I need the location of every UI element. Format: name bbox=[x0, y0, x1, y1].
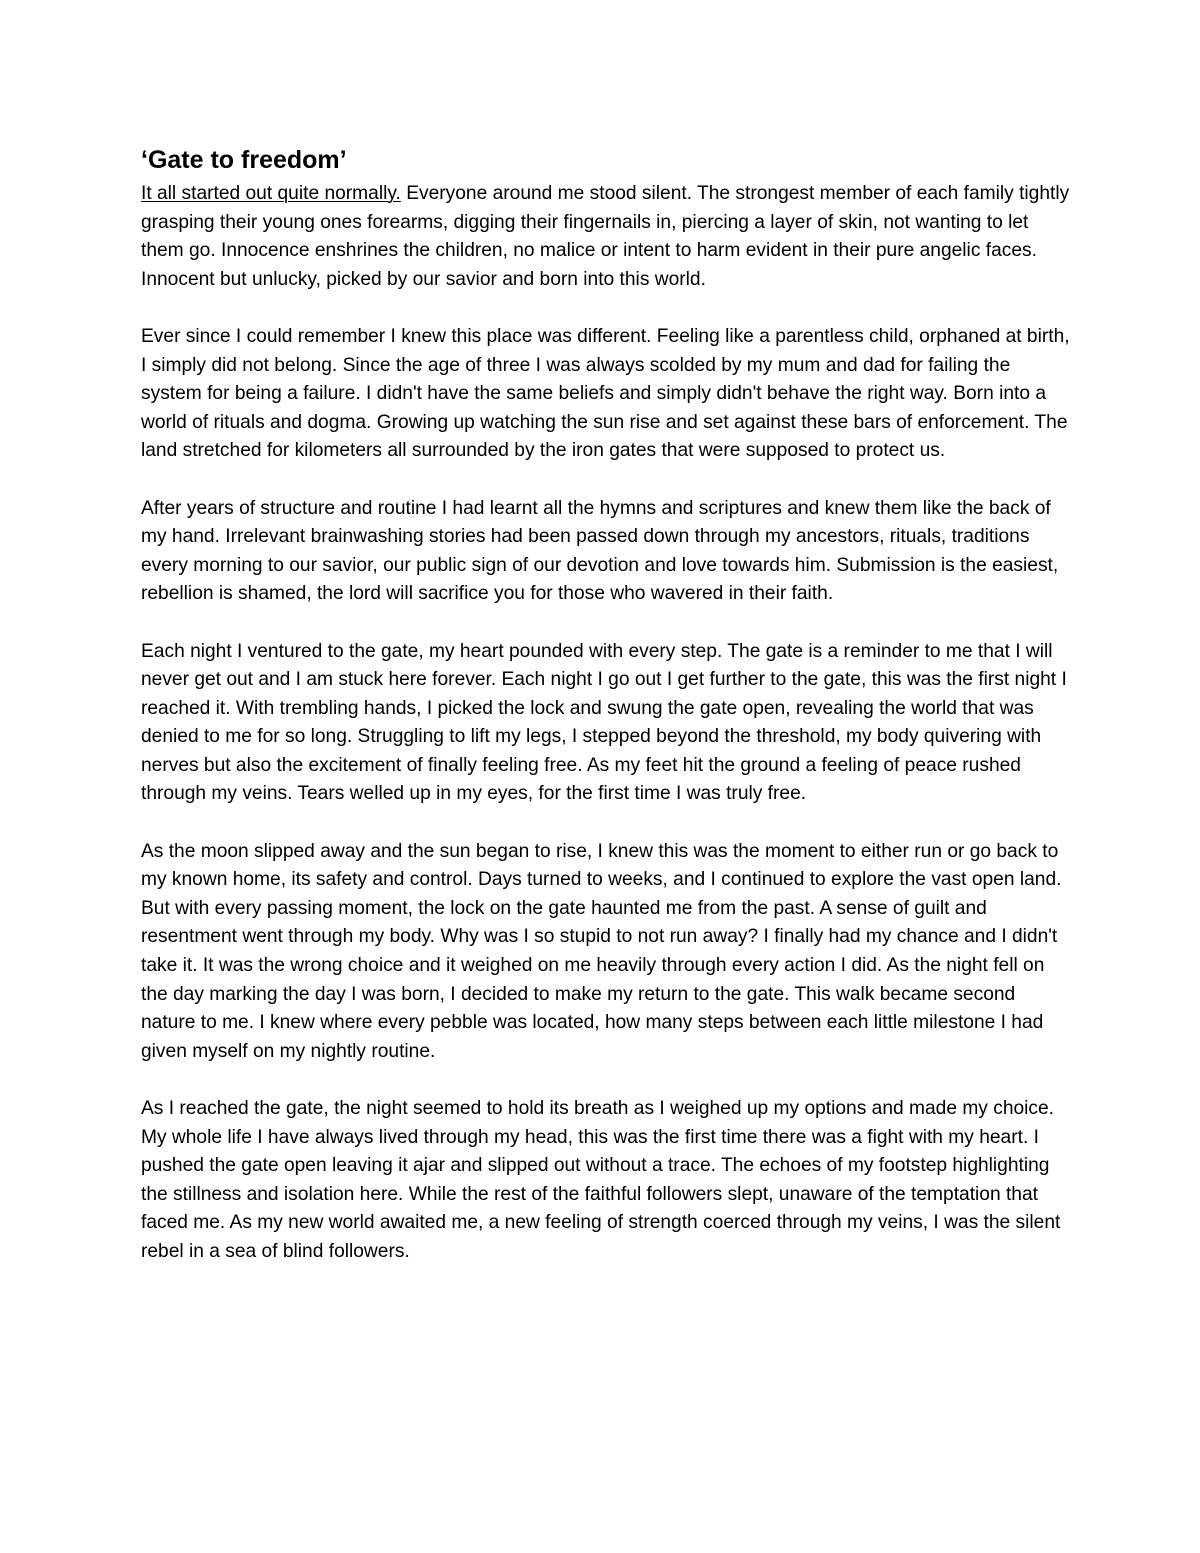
paragraph-3: After years of structure and routine I had learnt all the hymns and scriptures and knew them like the back of my hand. Irrelevant brainwashing stories had been passed down through my ancestors, rituals, traditions every morning to our savior, our public sign of our devotion and love towards him. Submission is the easiest, rebellion is shamed, the lord will sacrifice you for those who wavered in their faith. bbox=[141, 497, 1059, 605]
paragraph-2: Ever since I could remember I knew this place was different. Feeling like a parentless child, orphaned at birth, I simply did not belong. Since the age of three I was always scolded by my mum and dad for failing the system for being a failure. I didn't have the same beliefs and simply didn't behave the right way. Born into a world of rituals and dogma. Growing up watching the sun rise and set against these bars of enforcement. The land stretched for kilometers all surrounded by the iron gates that were supposed to protect us. bbox=[141, 325, 1070, 462]
paragraph-6: As I reached the gate, the night seemed to hold its breath as I weighed up my options and made my choice. My whole life I have always lived through my head, this was the first time there was a fight with my heart. I pushed the gate open leaving it ajar and slipped out without a trace. The echoes of my footstep highlighting the stillness and isolation here. While the rest of the faithful followers slept, unaware of the temptation that faced me. As my new world awaited me, a new feeling of strength coerced through my veins, I was the silent rebel in a sea of blind followers. bbox=[141, 1098, 1061, 1262]
paragraph-1 bbox=[141, 180, 1071, 294]
paragraph-5: As the moon slipped away and the sun began to rise, I knew this was the moment to either run or go back to my known home, its safety and control. Days turned to weeks, and I continued to explore the vast open land. But with every passing moment, the lock on the gate haunted me from the past. A sense of guilt and resentment went through my body. Why was I so stupid to not run away? I finally had my chance and I didn't take it. It was the wrong choice and it weighed on me heavily through every action I did. As the night fell on the day marking the day I was born, I decided to make my return to the gate. This walk became second nature to me. I knew where every pebble was located, how many steps between each little milestone I had given myself on my nightly routine. bbox=[141, 840, 1062, 1062]
paragraph-1-text: Everyone around me stood silent. The strongest member of each family tightly grasping their young ones forearms, digging their fingernails in, piercing a layer of skin, not wanting to let them go. Innocence enshrines the children, no malice or intent to harm evident in their pure angelic faces. Innocent but unlucky, picked by our savior and born into this world. bbox=[141, 183, 1070, 290]
underlined-opening-sentence: It all started out quite normally. bbox=[141, 183, 401, 204]
document-body bbox=[141, 140, 1071, 1295]
document-title: ‘Gate to freedom’ bbox=[141, 146, 347, 174]
paragraph-4: Each night I ventured to the gate, my heart pounded with every step. The gate is a reminder to me that I will never get out and I am stuck here forever. Each night I go out I get further to the gate, this was the first night I reached it. With trembling hands, I picked the lock and swung the gate open, revealing the world that was denied to me for so long. Struggling to lift my legs, I stepped beyond the threshold, my body quivering with nerves but also the excitement of finally feeling free. As my feet hit the ground a feeling of peace rushed through my veins. Tears welled up in my eyes, for the first time I was truly free. bbox=[141, 640, 1067, 805]
